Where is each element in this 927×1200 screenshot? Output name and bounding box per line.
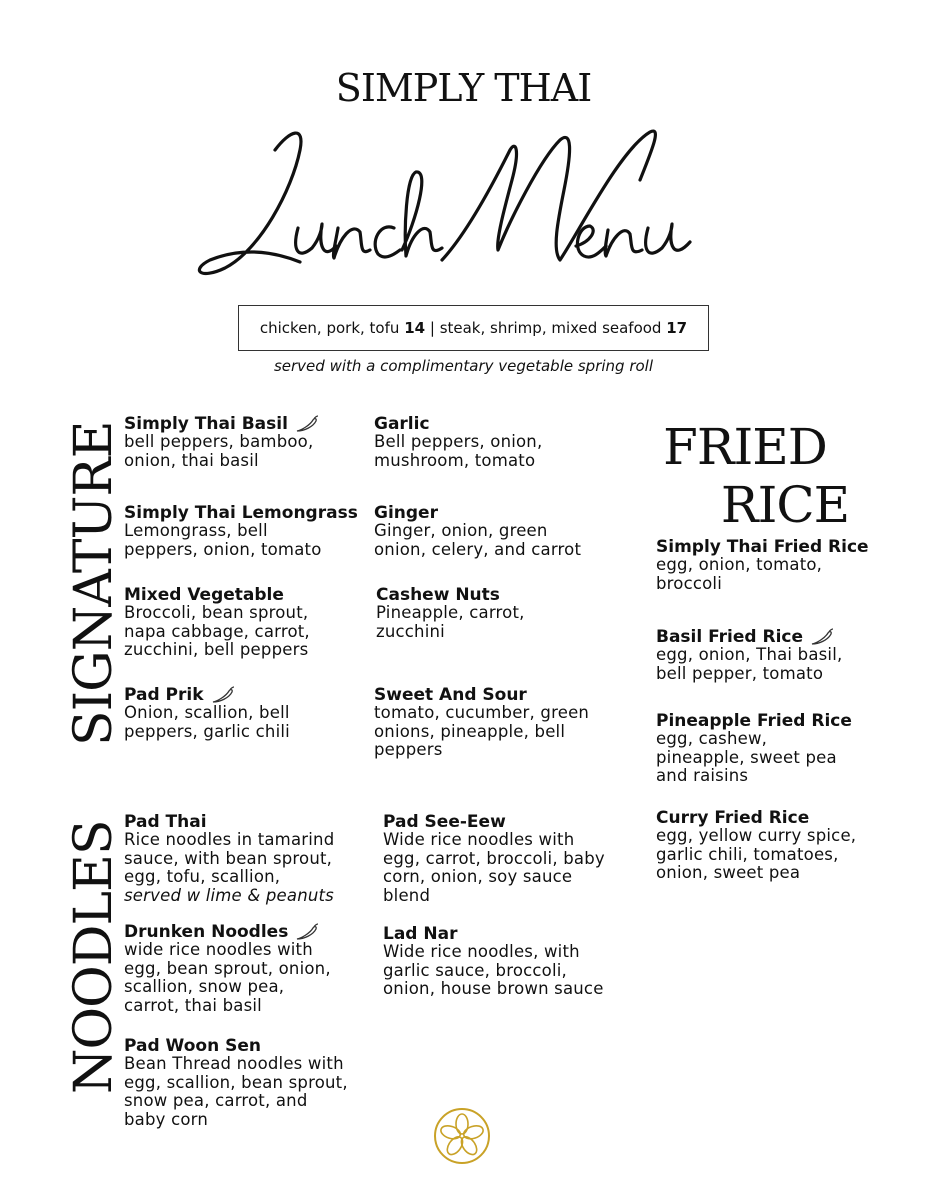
- menu-item-name: [376, 586, 616, 604]
- menu-item-signature: [124, 686, 364, 741]
- description-line: egg, bean sprout, onion,: [124, 958, 331, 978]
- menu-item-description: [124, 604, 364, 660]
- description-line: Pineapple, carrot,: [376, 603, 525, 622]
- description-line: Wide rice noodles with: [383, 830, 575, 849]
- menu-item-fried-rice: [656, 628, 896, 683]
- section-title-noodles: NOODLES: [64, 820, 124, 1094]
- description-line: baby corn: [124, 1109, 208, 1129]
- description-line: Lemongrass, bell: [124, 521, 268, 540]
- description-line: corn, onion, soy sauce: [383, 867, 573, 886]
- menu-item-name-text: Lad Nar: [383, 924, 458, 944]
- menu-item-note: served w lime & peanuts: [124, 885, 334, 905]
- chili-pepper-icon: [210, 686, 236, 704]
- description-line: Rice noodles in tamarind: [124, 830, 335, 849]
- description-line: Onion, scallion, bell: [124, 703, 290, 722]
- description-line: zucchini: [376, 621, 445, 641]
- menu-item-name-text: Sweet And Sour: [374, 685, 527, 705]
- menu-item-name: [656, 712, 896, 730]
- menu-item-noodles: [124, 1037, 364, 1129]
- description-line: egg, cashew,: [656, 729, 768, 748]
- description-line: carrot, thai basil: [124, 995, 262, 1015]
- menu-item-name-text: Garlic: [374, 414, 430, 434]
- menu-item-name-text: Curry Fried Rice: [656, 808, 810, 828]
- description-line: onion, house brown sauce: [383, 979, 604, 998]
- chili-pepper-icon: [809, 628, 835, 646]
- description-line: pineapple, sweet pea: [656, 747, 837, 767]
- lunch-menu-script-title: [180, 110, 760, 290]
- description-line: egg, onion, Thai basil,: [656, 645, 843, 664]
- menu-item-description: [383, 943, 623, 999]
- menu-item-signature: [374, 415, 614, 470]
- menu-item-signature: [124, 504, 364, 559]
- description-line: peppers, onion, tomato: [124, 539, 322, 559]
- menu-item-name: [656, 809, 896, 827]
- description-line: onions, pineapple, bell: [374, 721, 566, 741]
- menu-item-name: [656, 628, 896, 646]
- description-line: garlic chili, tomatoes,: [656, 844, 839, 864]
- price-group-1: chicken, pork, tofu: [259, 319, 400, 337]
- menu-item-name-text: Pad Thai: [124, 812, 207, 832]
- menu-item-name: [124, 586, 364, 604]
- description-line: and raisins: [656, 766, 749, 785]
- menu-item-name: [124, 813, 364, 831]
- description-line: napa cabbage, carrot,: [124, 621, 310, 641]
- section-title-signature: SIGNATURE: [64, 421, 124, 746]
- menu-item-name-text: Mixed Vegetable: [124, 585, 284, 605]
- price-box: [238, 305, 709, 351]
- description-line: egg, yellow curry spice,: [656, 826, 857, 845]
- menu-item-signature: [374, 504, 614, 559]
- menu-item-name-text: Simply Thai Fried Rice: [656, 537, 869, 557]
- menu-item-description: [656, 827, 896, 883]
- menu-item-name-text: Pad Woon Sen: [124, 1036, 261, 1056]
- menu-item-description: [374, 522, 614, 559]
- menu-item-fried-rice: [656, 712, 896, 786]
- chili-pepper-icon: [294, 415, 320, 433]
- description-line: egg, carrot, broccoli, baby: [383, 848, 605, 868]
- description-line: mushroom, tomato: [374, 450, 536, 470]
- description-line: onion, sweet pea: [656, 863, 801, 882]
- menu-item-description: [374, 704, 614, 760]
- description-line: egg, tofu, scallion,: [124, 867, 281, 886]
- menu-item-name: [124, 686, 364, 704]
- menu-item-name-text: Cashew Nuts: [376, 585, 500, 605]
- menu-item-name-text: Pad Prik: [124, 685, 204, 705]
- menu-item-description: [656, 646, 896, 683]
- menu-item-name: [374, 504, 614, 522]
- price-separator: |: [429, 319, 435, 337]
- menu-item-signature: [374, 686, 614, 760]
- fried-rice-title-line-2: RICE: [720, 476, 850, 534]
- chili-pepper-icon: [294, 923, 320, 941]
- menu-item-name: [124, 504, 364, 522]
- menu-item-name-text: Pineapple Fried Rice: [656, 711, 852, 731]
- description-line: onion, celery, and carrot: [374, 539, 582, 559]
- menu-item-noodles: [124, 923, 364, 1015]
- menu-item-name-text: Simply Thai Lemongrass: [124, 503, 358, 523]
- served-note: served with a complimentary vegetable spring roll: [273, 357, 654, 375]
- menu-item-name: [124, 923, 364, 941]
- price-2: 17: [666, 319, 688, 337]
- description-line: sauce, with bean sprout,: [124, 848, 333, 868]
- description-line: wide rice noodles with: [124, 940, 313, 959]
- description-line: snow pea, carrot, and: [124, 1091, 308, 1110]
- description-line: bell pepper, tomato: [656, 663, 824, 683]
- menu-item-name-text: Drunken Noodles: [124, 922, 289, 942]
- menu-item-description: [124, 522, 364, 559]
- description-line: Broccoli, bean sprout,: [124, 603, 309, 622]
- description-line: peppers, garlic chili: [124, 721, 290, 741]
- menu-item-name: [124, 415, 364, 433]
- menu-item-name: [374, 415, 614, 433]
- menu-item-fried-rice: [656, 538, 896, 593]
- menu-item-fried-rice: [656, 809, 896, 883]
- description-line: zucchini, bell peppers: [124, 640, 309, 659]
- menu-item-name: [656, 538, 896, 556]
- description-line: Bean Thread noodles with: [124, 1054, 344, 1073]
- menu-item-noodles: [383, 925, 623, 999]
- description-line: Wide rice noodles, with: [383, 942, 580, 961]
- fried-rice-title-line-1: FRIED: [663, 418, 827, 476]
- menu-item-description: [124, 704, 364, 741]
- menu-item-noodles: [124, 813, 364, 905]
- section-title-fried-rice: [640, 418, 880, 534]
- menu-item-name-text: Simply Thai Basil: [124, 414, 288, 434]
- description-line: Bell peppers, onion,: [374, 432, 543, 451]
- description-line: broccoli: [656, 573, 722, 593]
- description-line: scallion, snow pea,: [124, 977, 285, 996]
- menu-item-description: [124, 433, 364, 470]
- description-line: egg, onion, tomato,: [656, 555, 823, 574]
- menu-item-signature: [124, 415, 364, 470]
- menu-item-noodles: [383, 813, 623, 905]
- description-line: blend: [383, 885, 431, 905]
- description-line: garlic sauce, broccoli,: [383, 960, 567, 980]
- description-line: peppers: [374, 740, 443, 759]
- menu-item-description: [656, 730, 896, 786]
- menu-item-description: [374, 433, 614, 470]
- menu-item-signature: [376, 586, 616, 641]
- menu-item-name: [383, 813, 623, 831]
- menu-item-name-text: Pad See-Eew: [383, 812, 506, 832]
- menu-item-name: [124, 1037, 364, 1055]
- menu-item-signature: [124, 586, 364, 660]
- description-line: tomato, cucumber, green: [374, 703, 590, 722]
- menu-item-description: [376, 604, 616, 641]
- menu-item-description: [124, 941, 364, 1015]
- description-line: bell peppers, bamboo,: [124, 432, 314, 451]
- menu-item-description: [124, 1055, 364, 1129]
- menu-item-description: [124, 831, 364, 905]
- menu-item-description: [656, 556, 896, 593]
- menu-item-name: [383, 925, 623, 943]
- menu-item-name: [374, 686, 614, 704]
- frangipani-flower-logo: [432, 1106, 492, 1166]
- description-line: onion, thai basil: [124, 450, 259, 470]
- price-1: 14: [404, 319, 426, 337]
- menu-item-name-text: Basil Fried Rice: [656, 627, 803, 647]
- price-group-2: steak, shrimp, mixed seafood: [439, 319, 662, 337]
- description-line: egg, scallion, bean sprout,: [124, 1072, 348, 1092]
- description-line: Ginger, onion, green: [374, 521, 548, 540]
- menu-item-name-text: Ginger: [374, 503, 438, 523]
- brand-name: SIMPLY THAI: [335, 66, 592, 110]
- menu-item-description: [383, 831, 623, 905]
